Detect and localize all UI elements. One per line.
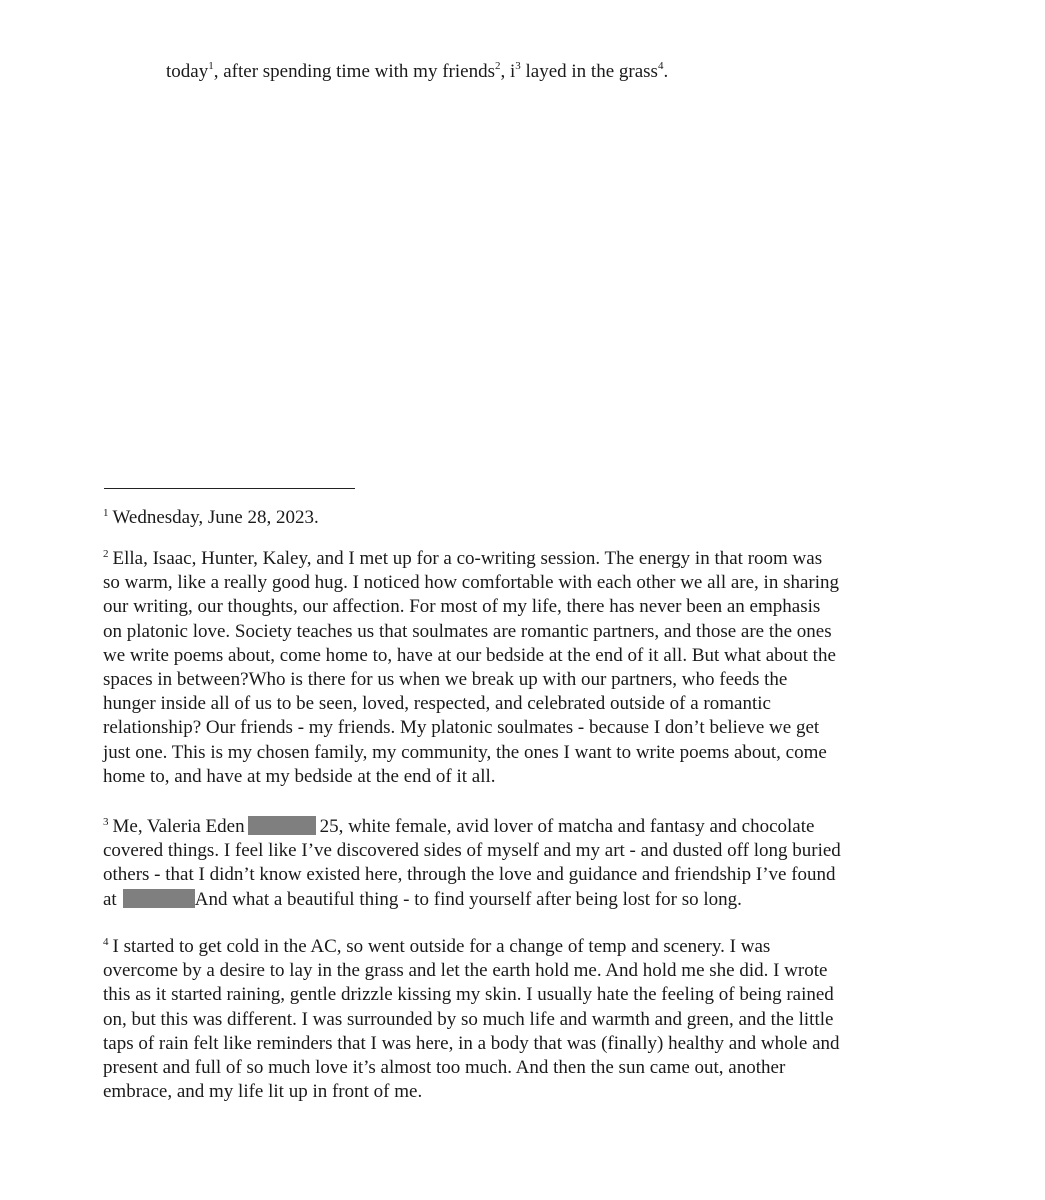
footnote-line: just one. This is my chosen family, my community, the ones I want to write poems about, come (103, 741, 827, 763)
footnote-number: 2 (103, 547, 109, 560)
footnote-number: 3 (103, 815, 109, 828)
footnote-line: hunger inside all of us to be seen, loved, respected, and celebrated outside of a romantic (103, 693, 771, 715)
footnote-line: present and full of so much love it’s almost too much. And then the sun came out, another (103, 1057, 786, 1079)
footnote-line: embrace, and my life lit up in front of me. (103, 1081, 423, 1103)
footnote-reference: 1 (208, 59, 214, 72)
footnote-text: Wednesday, June 28, 2023. (112, 507, 319, 528)
footnote-text: And what a beautiful thing - to find yourself after being lost for so long. (194, 888, 742, 910)
main-text-part: layed in the grass (520, 61, 658, 82)
footnote-line: covered things. I feel like I’ve discovered sides of myself and my art - and dusted off long buried (103, 840, 841, 862)
footnote-text: I started to get cold in the AC, so went outside for a change of temp and scenery. I was (112, 936, 771, 957)
main-text-part: , i (500, 61, 516, 82)
footnote-reference: 4 (657, 59, 664, 72)
footnote-line (103, 506, 923, 530)
main-text-part: . (663, 61, 669, 82)
footnote-text: Ella, Isaac, Hunter, Kaley, and I met up for a co-writing session. The energy in that room was (112, 548, 823, 569)
footnote-line (103, 815, 923, 839)
footnote-text: Me, Valeria Eden (112, 816, 245, 837)
footnote-line: spaces in between?Who is there for us when we break up with our partners, who feeds the (103, 669, 788, 691)
footnote-line (103, 547, 923, 571)
footnote-text: 25, white female, avid lover of matcha and fantasy and chocolate (319, 816, 815, 837)
footnote-line: this as it started raining, gentle drizzle kissing my skin. I usually hate the feeling of being rained (103, 984, 834, 1006)
redaction-block (248, 816, 316, 835)
footnote-1 (103, 506, 923, 530)
footnote-4 (103, 935, 923, 1104)
footnote-reference: 2 (494, 59, 501, 72)
main-text-part: , after spending time with my friends (213, 61, 495, 82)
footnote-line: so warm, like a really good hug. I noticed how comfortable with each other we all are, in sharing (103, 572, 840, 594)
footnote-line: overcome by a desire to lay in the grass and let the earth hold me. And hold me she did. I wrote (103, 960, 828, 982)
footnote-line: home to, and have at my bedside at the end of it all. (103, 765, 496, 787)
footnote-line: our writing, our thoughts, our affection. For most of my life, there has never been an emphasis (103, 596, 821, 618)
footnote-number: 4 (103, 935, 109, 948)
footnote-2 (103, 547, 923, 789)
footnote-line: on, but this was different. I was surrounded by so much life and warmth and green, and the little (103, 1008, 834, 1030)
footnote-separator (104, 488, 355, 489)
footnote-number: 1 (103, 506, 109, 519)
footnote-line: we write poems about, come home to, have at our bedside at the end of it all. But what about the (103, 644, 836, 666)
redaction-block (123, 889, 195, 908)
footnote-reference: 3 (515, 59, 521, 72)
main-text-line (166, 60, 668, 84)
footnote-text: at (103, 888, 117, 910)
footnote-line: others - that I didn’t know existed here, through the love and guidance and friendship I’ve found (103, 864, 836, 886)
footnote-line (103, 888, 923, 912)
footnote-line: relationship? Our friends - my friends. My platonic soulmates - because I don’t believe we get (103, 717, 820, 739)
footnote-3 (103, 815, 923, 912)
footnote-line (103, 935, 923, 959)
footnote-line: on platonic love. Society teaches us that soulmates are romantic partners, and those are the ones (103, 620, 832, 642)
main-text-part: today (166, 61, 209, 82)
footnote-line: taps of rain felt like reminders that I was here, in a body that was (finally) healthy and whole and (103, 1032, 840, 1054)
